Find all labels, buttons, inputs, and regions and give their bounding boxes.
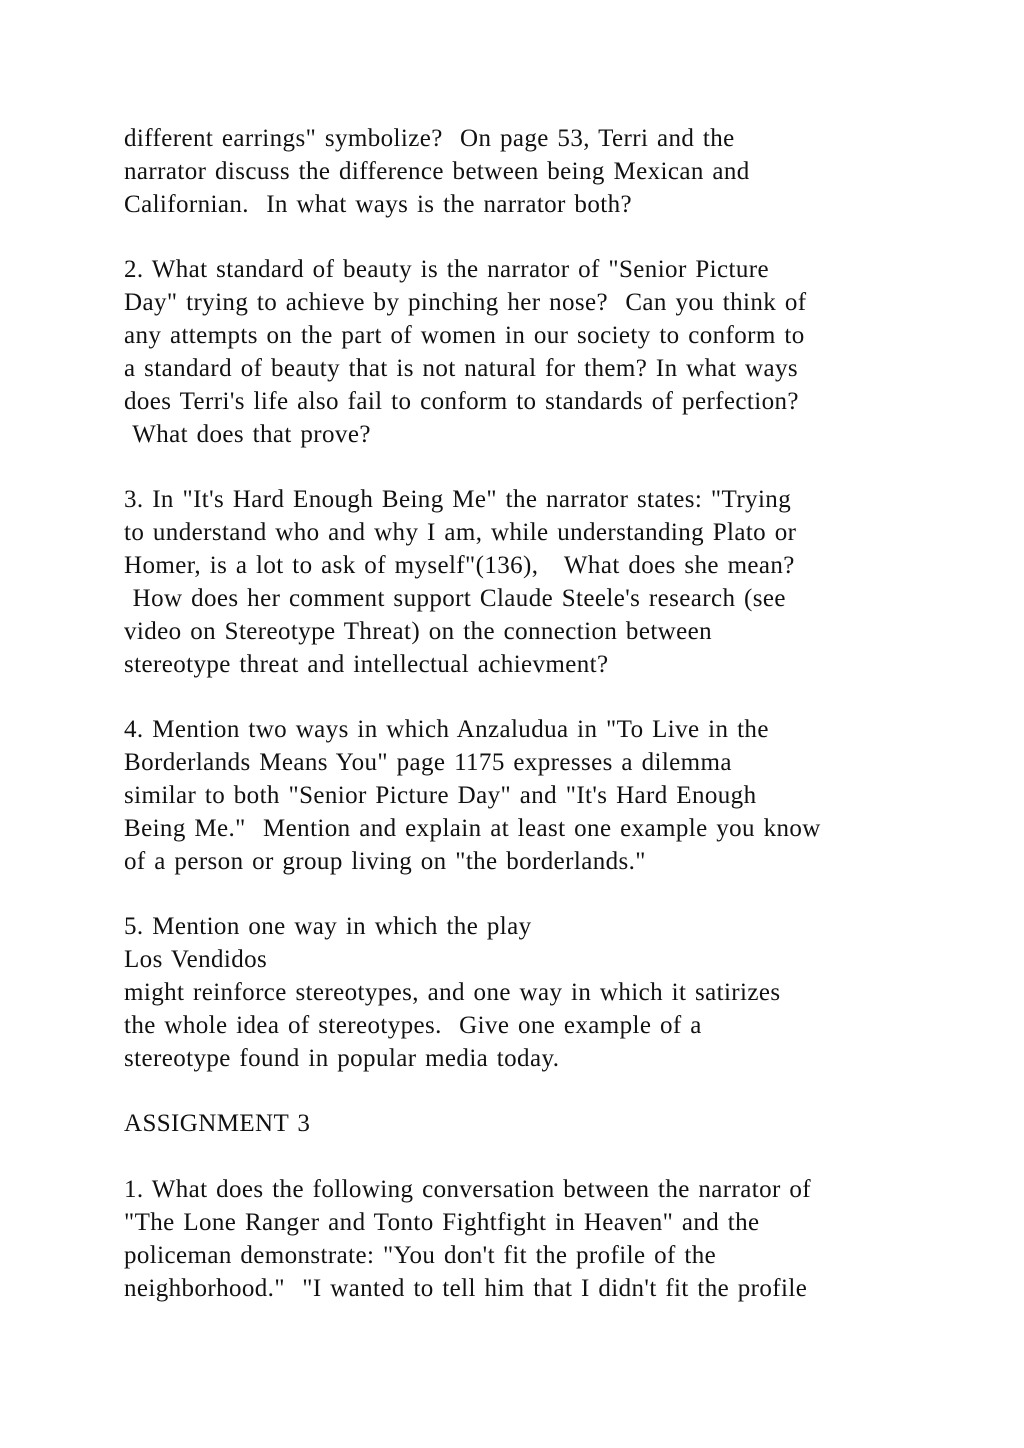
- text-line: a standard of beauty that is not natural for them? In what ways: [124, 354, 799, 382]
- text-line: to understand who and why I am, while understanding Plato or: [124, 519, 797, 547]
- text-line: policeman demonstrate: "You don't fit the profile of the: [124, 1241, 717, 1269]
- text-line: What does that prove?: [124, 420, 371, 448]
- text-line: Being Me." Mention and explain at least one example you know: [124, 814, 821, 842]
- blank-line: [124, 681, 914, 714]
- text-line: the whole idea of stereotypes. Give one example of a: [124, 1011, 702, 1039]
- text-line: narrator discuss the difference between being Mexican and: [124, 157, 750, 185]
- text-line: 1. What does the following conversation between the narrator of: [124, 1176, 811, 1203]
- text-line: of a person or group living on "the borderlands.": [124, 847, 646, 875]
- blank-line: [124, 451, 914, 484]
- text-line: similar to both "Senior Picture Day" and "It's Hard Enough: [124, 781, 757, 809]
- blank-line: [124, 1075, 914, 1108]
- text-line: might reinforce stereotypes, and one way in which it satirizes: [124, 978, 781, 1006]
- text-line: 3. In "It's Hard Enough Being Me" the narrator states: "Trying: [124, 486, 792, 514]
- text-line: stereotype found in popular media today.: [124, 1044, 560, 1072]
- document-page: [124, 123, 914, 1305]
- text-line: stereotype threat and intellectual achievment?: [124, 650, 609, 678]
- text-line: 2. What standard of beauty is the narrator of "Senior Picture: [124, 256, 769, 284]
- text-line: 5. Mention one way in which the play: [124, 913, 532, 941]
- section-heading: ASSIGNMENT 3: [124, 1110, 311, 1138]
- blank-line: [124, 222, 914, 255]
- text-line: any attempts on the part of women in our society to conform to: [124, 322, 805, 350]
- text-line: video on Stereotype Threat) on the connection between: [124, 617, 713, 645]
- text-line: neighborhood." "I wanted to tell him that I didn't fit the profile: [124, 1274, 808, 1302]
- text-line: different earrings" symbolize? On page 53, Terri and the: [124, 125, 735, 152]
- blank-line: [124, 878, 914, 911]
- text-line: Borderlands Means You" page 1175 expresses a dilemma: [124, 749, 732, 777]
- text-line: does Terri's life also fail to conform to standards of perfection?: [124, 387, 799, 415]
- text-line: Californian. In what ways is the narrator both?: [124, 190, 632, 218]
- text-line: 4. Mention two ways in which Anzaludua in "To Live in the: [124, 716, 769, 744]
- text-line: How does her comment support Claude Steele's research (see: [124, 584, 786, 612]
- text-line: "The Lone Ranger and Tonto Fightfight in Heaven" and the: [124, 1208, 760, 1236]
- text-line: Homer, is a lot to ask of myself"(136), What does she mean?: [124, 551, 795, 579]
- blank-line: [124, 1141, 914, 1174]
- text-line: Los Vendidos: [124, 946, 268, 974]
- text-line: Day" trying to achieve by pinching her nose? Can you think of: [124, 289, 807, 317]
